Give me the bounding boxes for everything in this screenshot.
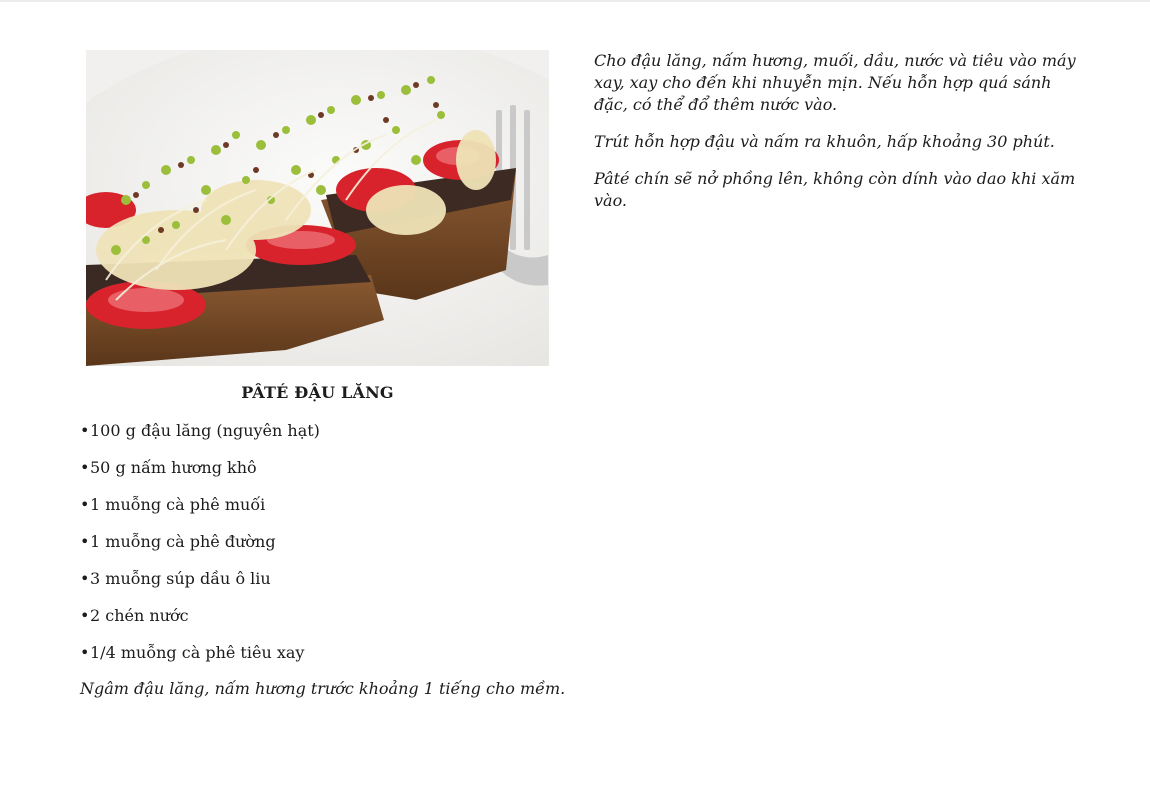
ingredient-text: 50 g nấm hương khô [90,458,257,477]
page-top-rule [0,0,1150,2]
ingredient-list [80,420,320,679]
ingredient-text: 2 chén nước [90,606,189,625]
step-paragraph: Trút hỗn hợp đậu và nấm ra khuôn, hấp khoảng 30 phút. [594,132,1055,151]
ingredient-text: 1/4 muỗng cà phê tiêu xay [90,643,305,662]
ingredient-item [80,605,320,642]
ingredient-text: 1 muỗng cà phê đường [90,532,276,551]
recipe-title: PÂTÉ ĐẬU LĂNG [241,383,394,402]
ingredient-item [80,642,320,679]
bullet: • [80,458,90,477]
bullet: • [80,643,90,662]
lentil-pate-toast-image [86,50,549,366]
bullet: • [80,569,90,588]
ingredient-text: 100 g đậu lăng (nguyên hạt) [90,421,320,440]
ingredient-text: 3 muỗng súp dầu ô liu [90,569,271,588]
ingredient-item [80,568,320,605]
instruction-steps [594,50,1084,227]
ingredient-item [80,494,320,531]
bullet: • [80,606,90,625]
ingredient-text: 1 muỗng cà phê muối [90,495,266,514]
recipe-photo [86,50,549,366]
ingredient-item [80,420,320,457]
bullet: • [80,532,90,551]
ingredient-item [80,531,320,568]
soak-note: Ngâm đậu lăng, nấm hương trước khoảng 1 tiếng cho mềm. [80,679,566,698]
bullet: • [80,421,90,440]
ingredient-item [80,457,320,494]
bullet: • [80,495,90,514]
step-paragraph: Pâté chín sẽ nở phồng lên, không còn dính vào dao khi xăm vào. [594,169,1076,210]
step-paragraph: Cho đậu lăng, nấm hương, muối, dầu, nước và tiêu vào máy xay, xay cho đến khi nhuyễn mịn. Nếu hỗn hợp quá sánh đặc, có thể đổ thêm nước vào. [594,51,1076,114]
